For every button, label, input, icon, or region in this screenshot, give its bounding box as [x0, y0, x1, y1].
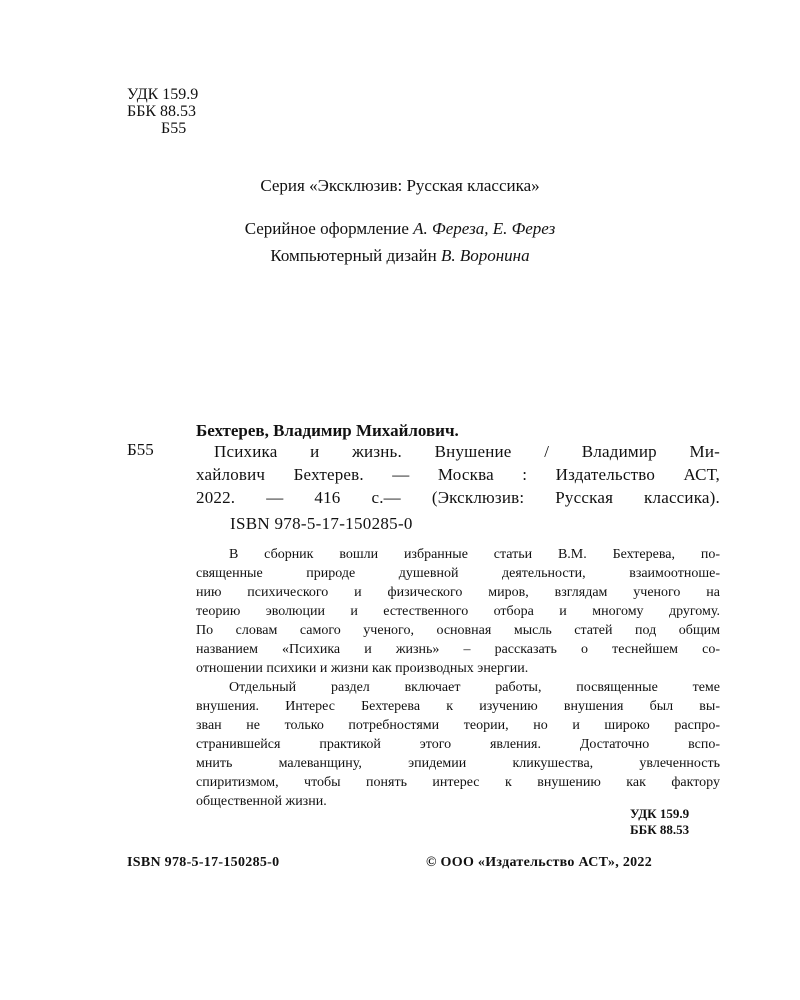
footer-isbn: ISBN 978-5-17-150285-0: [127, 855, 280, 870]
abstract-line: По словам самого ученого, основная мысль статей под общим: [196, 623, 720, 638]
abstract-line: названием «Психика и жизнь» – рассказать о теснейшем со-: [196, 642, 720, 657]
bibliography-line: 2022. — 416 с.— (Эксклюзив: Русская классика).: [196, 488, 720, 507]
isbn-main: ISBN 978-5-17-150285-0: [230, 514, 413, 533]
abstract-line: зван не только потребностями теории, но и широко распро-: [196, 718, 720, 733]
serial-design-names: А. Фереза, Е. Ферез: [413, 219, 556, 238]
abstract-line: нию психического и физического миров, взглядам ученого на: [196, 585, 720, 600]
bibliography-line: Психика и жизнь. Внушение / Владимир Ми-: [214, 442, 720, 461]
udk-code-bottom: УДК 159.9: [630, 806, 690, 821]
series-title: Серия «Эксклюзив: Русская классика»: [260, 176, 540, 195]
serial-design-label: Серийное оформление: [244, 219, 414, 238]
abstract-line: теорию эволюции и естественного отбора и многому другому.: [196, 604, 720, 619]
abstract-line: отношении психики и жизни как производных энергии.: [196, 661, 529, 676]
abstract-line: Отдельный раздел включает работы, посвященные теме: [229, 680, 720, 695]
abstract-line: странившейся практикой этого явления. Достаточно вспо-: [196, 737, 720, 752]
bibliography-record: [196, 440, 720, 509]
udk-code: УДК 159.9: [127, 86, 199, 103]
footer-copyright: © ООО «Издательство АСТ», 2022: [426, 855, 653, 870]
abstract-line: внушения. Интерес Бехтерева к изучению внушения был вы-: [196, 699, 720, 714]
abstract-line: общественной жизни.: [196, 794, 327, 809]
bbk-code: ББК 88.53: [127, 103, 197, 120]
abstract-line: мнить малеванщину, эпидемии кликушества, увлеченность: [196, 756, 720, 771]
classification-block-top: [127, 86, 198, 137]
bibliography-line: хайлович Бехтерев. — Москва : Издательство АСТ,: [196, 465, 720, 484]
computer-design-credit: [0, 246, 800, 266]
abstract: [196, 545, 720, 811]
abstract-line: священные природе душевной деятельности, взаимоотноше-: [196, 566, 720, 581]
abstract-line: В сборник вошли избранные статьи В.М. Бехтерева, по-: [229, 547, 720, 562]
computer-design-name: В. Воронина: [440, 246, 530, 265]
author-mark: Б55: [161, 120, 187, 137]
bbk-code-bottom: ББК 88.53: [630, 822, 690, 837]
bibliography-author: Бехтерев, Владимир Михайлович.: [196, 421, 459, 440]
classification-block-bottom: [630, 806, 689, 838]
serial-design-credit: [0, 219, 800, 239]
abstract-line: спиритизмом, чтобы понять интерес к внушению как фактору: [196, 775, 720, 790]
bibliography-author-mark: Б55: [127, 440, 154, 459]
computer-design-label: Компьютерный дизайн: [270, 246, 441, 265]
